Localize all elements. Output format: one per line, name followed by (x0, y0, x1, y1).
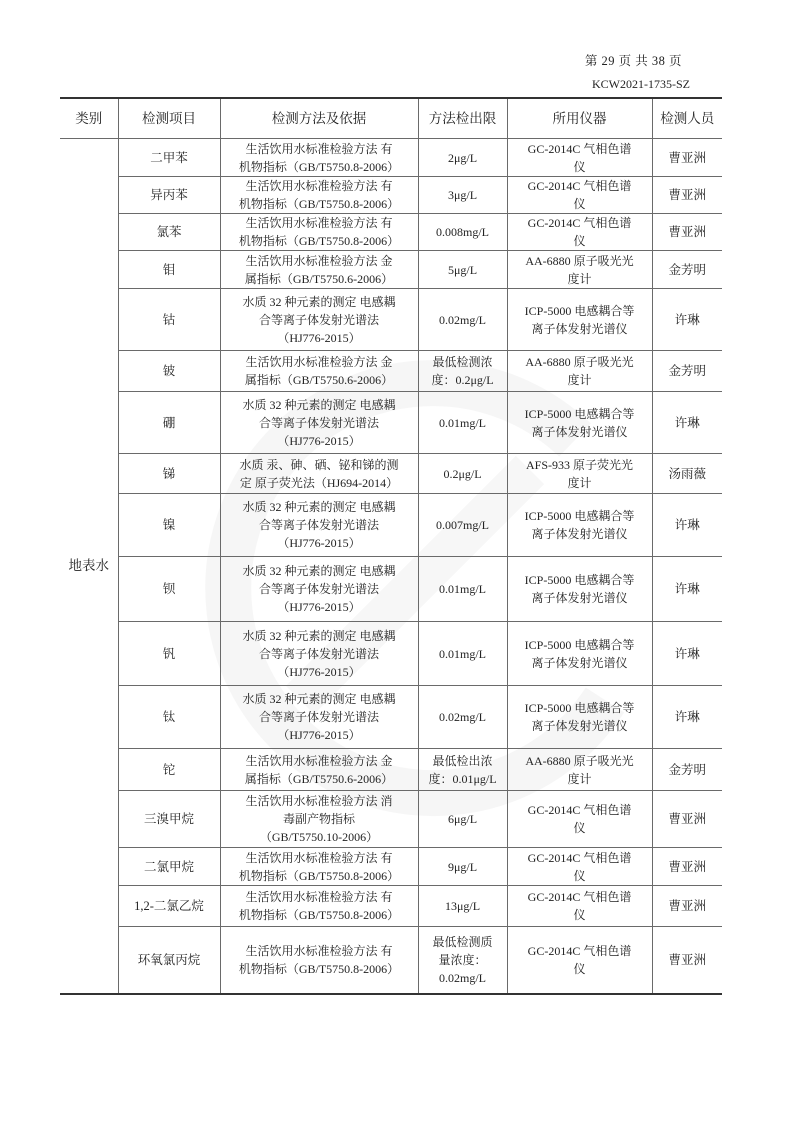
table-header-row (60, 98, 722, 139)
limit-cell-line: 最低检出浓 (432, 753, 493, 768)
person-cell: 许琳 (652, 494, 722, 557)
method-cell-line: 水质 32 种元素的测定 电感耦 (242, 692, 396, 706)
method-cell (220, 927, 418, 994)
limit-cell (418, 214, 507, 251)
method-cell-line: 属指标（GB/T5750.6-2006） (244, 771, 394, 786)
method-cell (220, 454, 418, 494)
method-cell-line: 合等离子体发射光谱法 (258, 312, 379, 327)
instrument-cell (507, 686, 652, 749)
limit-cell (418, 289, 507, 351)
method-cell (220, 749, 418, 791)
instrument-cell-line: AA-6880 原子吸光光 (525, 753, 634, 768)
limit-cell-line: 5μg/L (447, 262, 478, 277)
instrument-cell (507, 557, 652, 622)
method-cell-line: 生活饮用水标准检验方法 有 (245, 850, 393, 865)
table-row (60, 177, 722, 214)
method-cell-line: 机物指标（GB/T5750.8-2006） (238, 197, 400, 211)
method-cell-line: （HJ776-2015） (277, 728, 361, 742)
instrument-cell-line: AA-6880 原子吸光光 (525, 253, 634, 268)
instrument-cell (507, 494, 652, 557)
limit-cell-line: 0.008mg/L (436, 225, 489, 239)
method-cell (220, 848, 418, 886)
method-cell-line: 水质 汞、砷、硒、铋和锑的测 (239, 457, 399, 472)
person-cell: 许琳 (652, 557, 722, 622)
limit-cell (418, 927, 507, 994)
instrument-cell (507, 177, 652, 214)
item-cell: 二甲苯 (118, 139, 220, 177)
method-cell-line: （HJ776-2015） (277, 536, 361, 550)
person-cell: 曹亚洲 (652, 927, 722, 994)
item-cell: 钼 (118, 251, 220, 289)
method-cell-line: 生活饮用水标准检验方法 有 (245, 141, 393, 156)
limit-cell-line: 9μg/L (447, 859, 478, 874)
instrument-cell (507, 351, 652, 392)
item-cell: 锑 (118, 454, 220, 494)
method-cell (220, 886, 418, 927)
person-cell: 许琳 (652, 392, 722, 454)
instrument-cell-line: 仪 (573, 868, 586, 883)
method-cell-line: 生活饮用水标准检验方法 有 (245, 179, 393, 193)
instrument-cell (507, 848, 652, 886)
method-cell-line: 合等离子体发射光谱法 (258, 582, 379, 596)
table-body (60, 139, 722, 994)
method-cell (220, 622, 418, 686)
limit-cell-line: 0.02mg/L (439, 312, 486, 327)
table-row (60, 139, 722, 177)
limit-cell-line: 最低检测浓 (432, 355, 493, 369)
instrument-cell (507, 214, 652, 251)
person-cell: 曹亚洲 (652, 139, 722, 177)
instrument-cell-line: 离子体发射光谱仪 (531, 527, 628, 541)
instrument-cell-line: 离子体发射光谱仪 (531, 424, 628, 439)
method-cell-line: 生活饮用水标准检验方法 有 (245, 943, 393, 958)
limit-cell-line: 13μg/L (444, 899, 481, 913)
instrument-cell-line: ICP-5000 电感耦合等 (524, 637, 635, 652)
table-header (60, 98, 722, 139)
instrument-cell-line: 离子体发射光谱仪 (531, 655, 628, 670)
instrument-cell-line: ICP-5000 电感耦合等 (524, 573, 635, 587)
method-cell-line: 水质 32 种元素的测定 电感耦 (242, 564, 396, 578)
table-row (60, 848, 722, 886)
method-cell (220, 351, 418, 392)
person-cell: 许琳 (652, 622, 722, 686)
table-row (60, 886, 722, 927)
instrument-cell (507, 454, 652, 494)
instrument-cell-line: 度计 (567, 373, 592, 387)
method-cell (220, 392, 418, 454)
header-method: 检测方法及依据 (220, 98, 418, 139)
method-cell (220, 494, 418, 557)
method-cell-line: 属指标（GB/T5750.6-2006） (244, 373, 394, 387)
header-person: 检测人员 (652, 98, 722, 139)
person-cell: 曹亚洲 (652, 791, 722, 848)
item-cell: 硼 (118, 392, 220, 454)
item-cell: 铍 (118, 351, 220, 392)
instrument-cell-line: 仪 (573, 908, 586, 922)
limit-cell-line: 0.01mg/L (439, 646, 486, 661)
method-cell-line: 生活饮用水标准检验方法 金 (245, 355, 393, 369)
limit-cell (418, 686, 507, 749)
instrument-cell-line: 度计 (567, 475, 592, 490)
method-cell-line: 生活饮用水标准检验方法 金 (245, 753, 393, 768)
method-cell (220, 214, 418, 251)
method-cell (220, 791, 418, 848)
method-cell (220, 139, 418, 177)
limit-cell (418, 557, 507, 622)
method-cell (220, 177, 418, 214)
header-category: 类别 (60, 98, 118, 139)
instrument-cell (507, 886, 652, 927)
instrument-cell-line: 仪 (573, 821, 586, 835)
method-cell-line: 生活饮用水标准检验方法 消 (245, 794, 393, 808)
limit-cell-line: 2μg/L (447, 150, 478, 165)
method-cell-line: 机物指标（GB/T5750.8-2006） (238, 961, 400, 976)
instrument-cell-line: 仪 (573, 159, 586, 174)
person-cell: 曹亚洲 (652, 886, 722, 927)
item-cell: 1,2-二氯乙烷 (118, 886, 220, 927)
instrument-cell (507, 289, 652, 351)
instrument-cell-line: ICP-5000 电感耦合等 (524, 406, 635, 421)
person-cell: 汤雨薇 (652, 454, 722, 494)
limit-cell (418, 351, 507, 392)
instrument-cell (507, 791, 652, 848)
method-cell-line: 合等离子体发射光谱法 (258, 710, 379, 724)
instrument-cell-line: 仪 (573, 234, 586, 248)
person-cell: 许琳 (652, 289, 722, 351)
header-limit: 方法检出限 (418, 98, 507, 139)
limit-cell-line: 0.02mg/L (439, 710, 486, 724)
table-row (60, 494, 722, 557)
limit-cell-line: 度：0.2μg/L (431, 373, 494, 387)
instrument-cell-line: 度计 (567, 771, 592, 786)
limit-cell (418, 454, 507, 494)
limit-cell-line: 度：0.01μg/L (428, 771, 497, 786)
item-cell: 环氧氯丙烷 (118, 927, 220, 994)
method-cell-line: 机物指标（GB/T5750.8-2006） (238, 908, 400, 922)
instrument-cell-line: 离子体发射光谱仪 (531, 321, 628, 336)
limit-cell-line: 最低检测质 (432, 934, 493, 949)
item-cell: 三溴甲烷 (118, 791, 220, 848)
table-row (60, 392, 722, 454)
instrument-cell (507, 392, 652, 454)
method-cell-line: 合等离子体发射光谱法 (258, 646, 379, 661)
table-row (60, 749, 722, 791)
method-cell-line: （HJ776-2015） (277, 600, 361, 614)
table-row (60, 622, 722, 686)
limit-cell-line: 0.2μg/L (443, 466, 482, 481)
method-cell-line: 水质 32 种元素的测定 电感耦 (242, 628, 396, 643)
instrument-cell (507, 251, 652, 289)
method-cell-line: （HJ776-2015） (277, 664, 361, 679)
limit-cell (418, 886, 507, 927)
method-cell-line: 机物指标（GB/T5750.8-2006） (238, 159, 400, 174)
method-cell-line: 水质 32 种元素的测定 电感耦 (242, 500, 396, 514)
method-cell-line: 水质 32 种元素的测定 电感耦 (242, 294, 396, 309)
method-cell (220, 251, 418, 289)
method-cell-line: 定 原子荧光法（HJ694-2014） (239, 475, 399, 490)
limit-cell (418, 848, 507, 886)
category-cell: 地表水 (60, 139, 118, 994)
limit-cell (418, 177, 507, 214)
limit-cell (418, 392, 507, 454)
instrument-cell-line: 离子体发射光谱仪 (531, 719, 628, 733)
person-cell: 金芳明 (652, 749, 722, 791)
item-cell: 钡 (118, 557, 220, 622)
table-row (60, 214, 722, 251)
instrument-cell-line: ICP-5000 电感耦合等 (524, 509, 635, 523)
method-cell-line: 机物指标（GB/T5750.8-2006） (238, 234, 400, 248)
person-cell: 曹亚洲 (652, 848, 722, 886)
page-number-info: 第 29 页 共 38 页 (584, 54, 682, 68)
instrument-cell-line: GC-2014C 气相色谱 (527, 850, 632, 865)
method-cell (220, 289, 418, 351)
limit-cell-line: 6μg/L (447, 812, 478, 826)
instrument-cell-line: GC-2014C 气相色谱 (527, 141, 632, 156)
method-cell-line: （HJ776-2015） (277, 330, 361, 345)
instrument-cell-line: AFS-933 原子荧光光 (525, 457, 633, 472)
limit-cell (418, 622, 507, 686)
instrument-cell-line: GC-2014C 气相色谱 (527, 179, 632, 193)
person-cell: 金芳明 (652, 251, 722, 289)
item-cell: 异丙苯 (118, 177, 220, 214)
instrument-cell-line: 离子体发射光谱仪 (531, 591, 628, 605)
table-row (60, 351, 722, 392)
limit-cell (418, 494, 507, 557)
limit-cell-line: 3μg/L (447, 188, 478, 202)
item-cell: 镍 (118, 494, 220, 557)
test-items-table (60, 97, 722, 995)
method-cell (220, 686, 418, 749)
instrument-cell-line: GC-2014C 气相色谱 (527, 943, 632, 958)
item-cell: 铊 (118, 749, 220, 791)
method-cell-line: 水质 32 种元素的测定 电感耦 (242, 397, 396, 412)
report-number: KCW2021-1735-SZ (592, 77, 690, 91)
method-cell-line: （HJ776-2015） (277, 433, 361, 448)
limit-cell-line: 0.007mg/L (436, 518, 489, 532)
method-cell-line: 合等离子体发射光谱法 (258, 518, 379, 532)
person-cell: 许琳 (652, 686, 722, 749)
header-item: 检测项目 (118, 98, 220, 139)
limit-cell (418, 749, 507, 791)
table-row (60, 791, 722, 848)
instrument-cell (507, 927, 652, 994)
item-cell: 钴 (118, 289, 220, 351)
limit-cell-line: 0.02mg/L (439, 970, 486, 985)
table-row (60, 927, 722, 994)
method-cell-line: 属指标（GB/T5750.6-2006） (244, 271, 394, 286)
item-cell: 钒 (118, 622, 220, 686)
method-cell-line: 生活饮用水标准检验方法 有 (245, 216, 393, 230)
method-cell-line: 合等离子体发射光谱法 (258, 415, 379, 430)
limit-cell-line: 量浓度： (438, 952, 487, 967)
instrument-cell-line: ICP-5000 电感耦合等 (524, 701, 635, 715)
method-cell (220, 557, 418, 622)
instrument-cell (507, 749, 652, 791)
limit-cell (418, 139, 507, 177)
instrument-cell-line: GC-2014C 气相色谱 (527, 803, 632, 817)
instrument-cell-line: 仪 (573, 197, 586, 211)
instrument-cell (507, 139, 652, 177)
limit-cell-line: 0.01mg/L (439, 415, 486, 430)
instrument-cell-line: AA-6880 原子吸光光 (525, 355, 634, 369)
instrument-cell-line: GC-2014C 气相色谱 (527, 890, 632, 904)
item-cell: 二氯甲烷 (118, 848, 220, 886)
method-cell-line: 生活饮用水标准检验方法 金 (245, 253, 393, 268)
limit-cell-line: 0.01mg/L (439, 582, 486, 596)
person-cell: 曹亚洲 (652, 177, 722, 214)
header-instrument: 所用仪器 (507, 98, 652, 139)
instrument-cell-line: 仪 (573, 961, 586, 976)
limit-cell (418, 791, 507, 848)
person-cell: 曹亚洲 (652, 214, 722, 251)
method-cell-line: 机物指标（GB/T5750.8-2006） (238, 868, 400, 883)
instrument-cell-line: ICP-5000 电感耦合等 (524, 303, 635, 318)
table-row (60, 251, 722, 289)
instrument-cell-line: GC-2014C 气相色谱 (527, 216, 632, 230)
method-cell-line: 生活饮用水标准检验方法 有 (245, 890, 393, 904)
limit-cell (418, 251, 507, 289)
method-cell-line: （GB/T5750.10-2006） (259, 830, 379, 844)
method-cell-line: 毒副产物指标 (282, 812, 355, 826)
table-row (60, 454, 722, 494)
item-cell: 钛 (118, 686, 220, 749)
item-cell: 氯苯 (118, 214, 220, 251)
instrument-cell (507, 622, 652, 686)
table-row (60, 289, 722, 351)
table-row (60, 557, 722, 622)
table-row (60, 686, 722, 749)
instrument-cell-line: 度计 (567, 271, 592, 286)
person-cell: 金芳明 (652, 351, 722, 392)
